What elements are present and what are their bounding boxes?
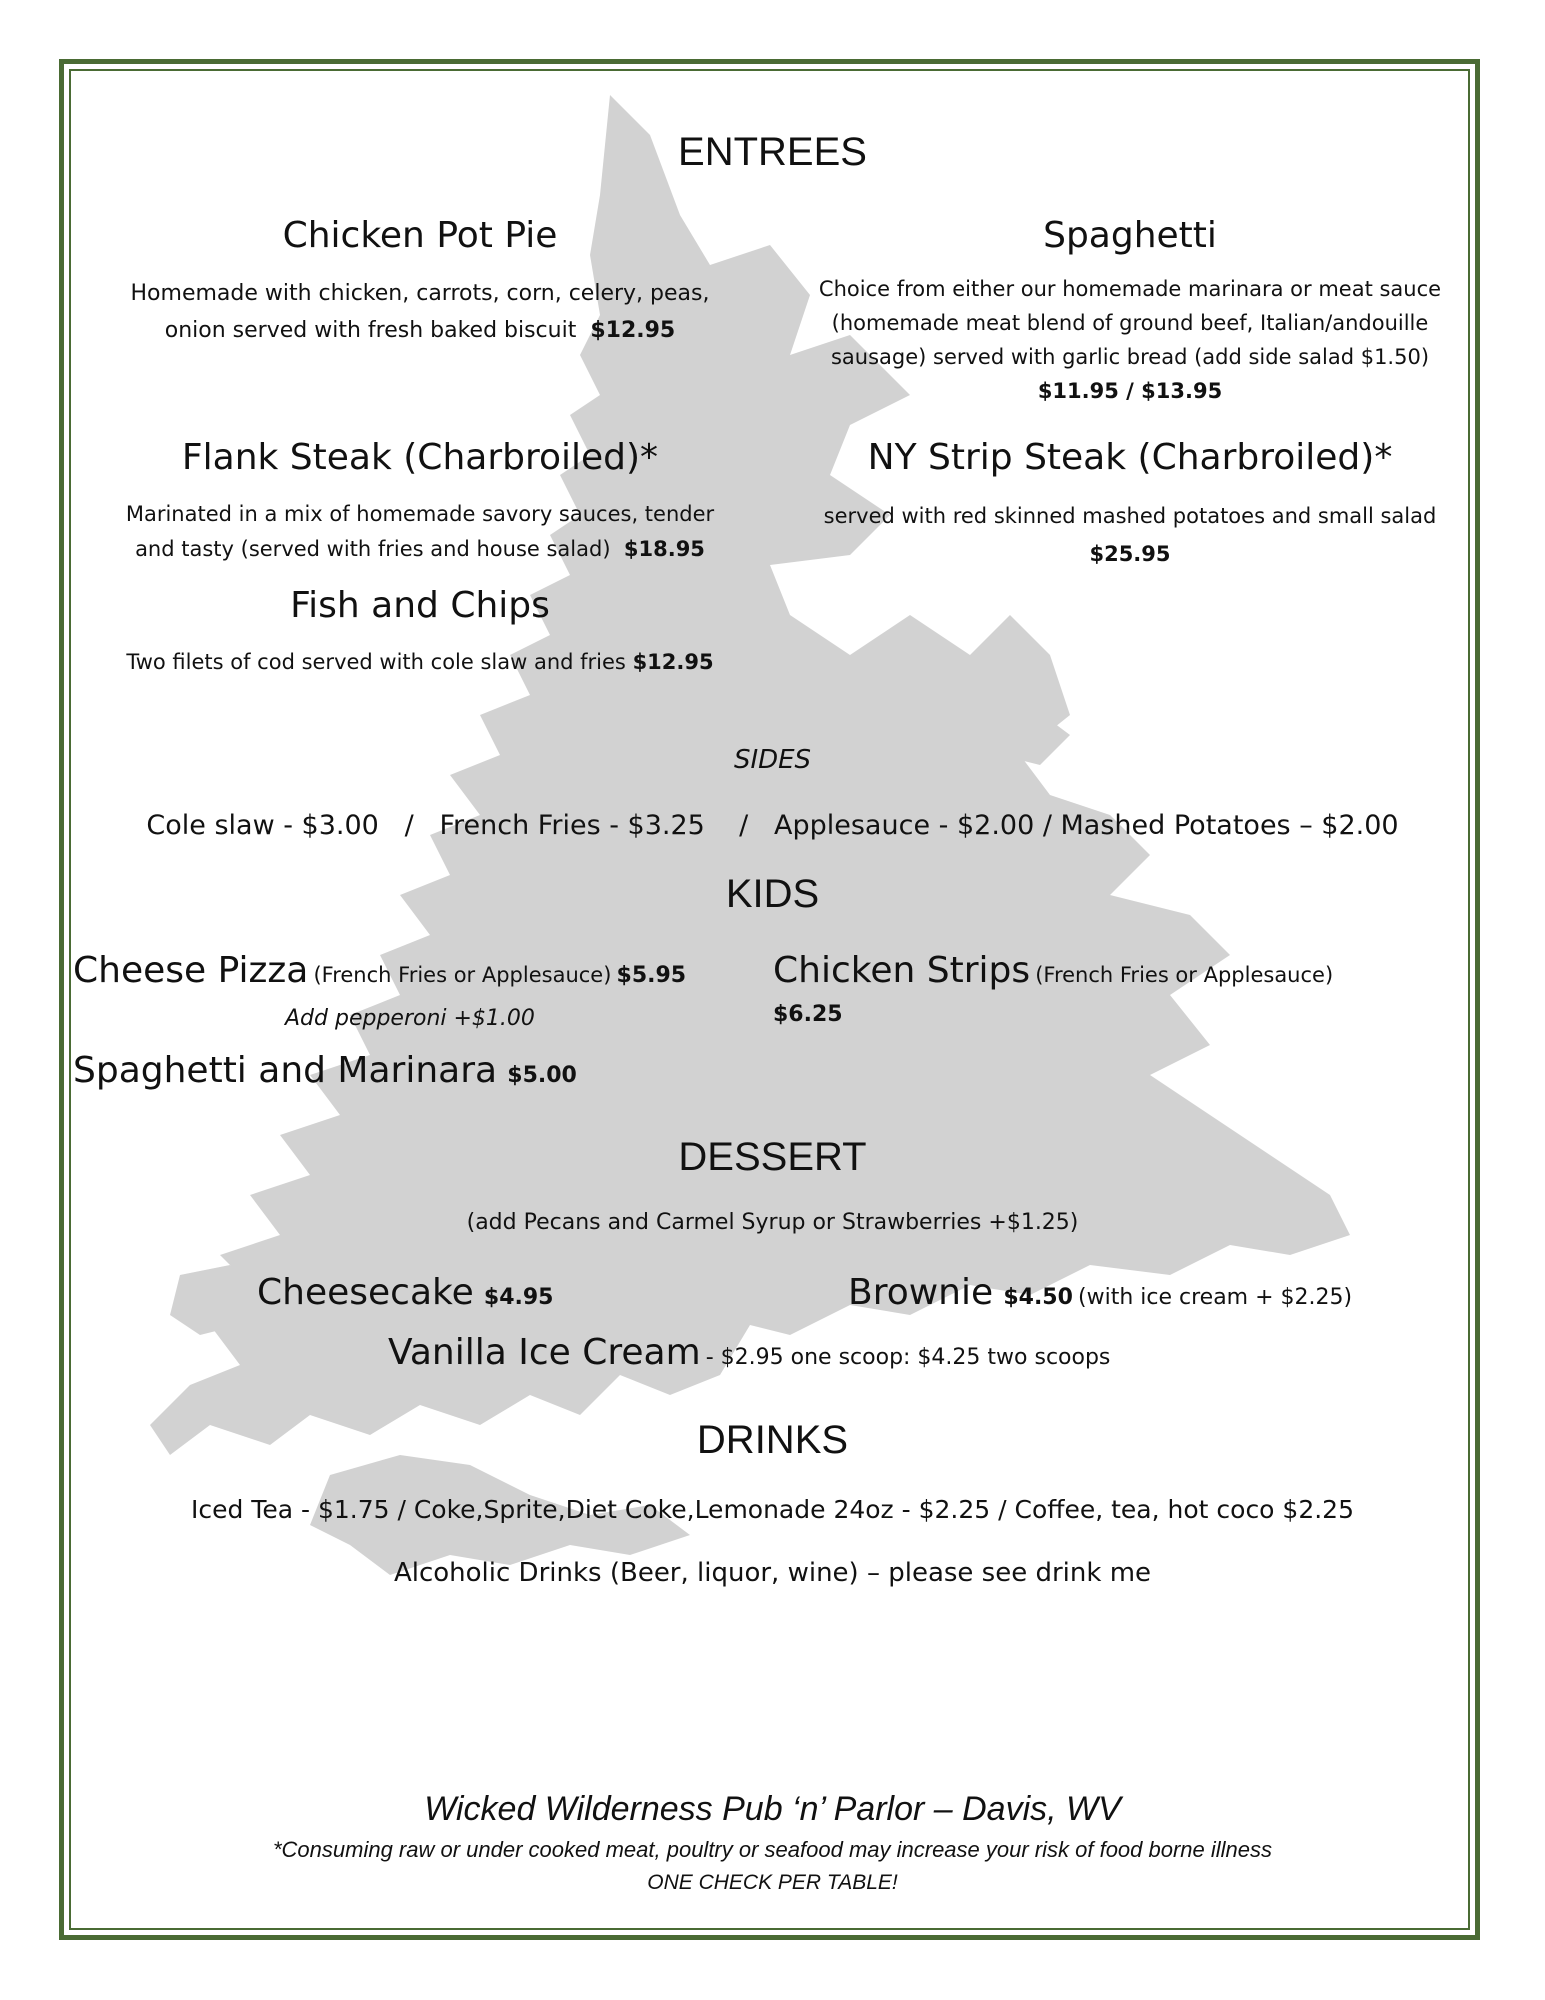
- cheese-pizza-row: [73, 950, 686, 991]
- spaghetti-name: Spaghetti: [1043, 215, 1217, 256]
- flank-steak-desc-line1: Marinated in a mix of homemade savory sauces, tender: [125, 502, 715, 526]
- cheesecake-row: [257, 1272, 554, 1313]
- chicken-strips-note: (French Fries or Applesauce): [1035, 963, 1334, 987]
- ny-strip-price: $25.95: [1089, 542, 1171, 566]
- cheese-pizza-name: Cheese Pizza: [73, 950, 309, 991]
- cheesecake-name: Cheesecake: [257, 1272, 474, 1313]
- ny-strip-desc: [780, 497, 1480, 573]
- chicken-strips-row: [773, 950, 1333, 991]
- ice-cream-name: Vanilla Ice Cream: [388, 1332, 701, 1373]
- entrees-heading: ENTREES: [678, 130, 867, 174]
- fish-chips-name: Fish and Chips: [290, 585, 550, 626]
- alcohol-note: Alcoholic Drinks (Beer, liquor, wine) – please see drink me: [393, 1558, 1152, 1588]
- ice-cream-note: - $2.95 one scoop: $4.25 two scoops: [705, 1345, 1111, 1370]
- chicken-strips-price: $6.25: [773, 1002, 843, 1027]
- ny-strip-desc-line1: served with red skinned mashed potatoes and small salad: [823, 504, 1437, 528]
- dessert-heading: DESSERT: [678, 1135, 867, 1179]
- flank-steak-desc-line2: and tasty (served with fries and house salad): [135, 537, 611, 561]
- kids-heading: KIDS: [725, 872, 820, 916]
- brownie-name: Brownie: [848, 1272, 994, 1313]
- brownie-note: (with ice cream + $2.25): [1078, 1285, 1353, 1310]
- spaghetti-price: $11.95 / $13.95: [1037, 379, 1223, 403]
- chicken-pot-pie-desc-line1: Homemade with chicken, carrots, corn, celery, peas,: [130, 281, 710, 306]
- spaghetti-marinara-row: [73, 1050, 577, 1091]
- sides-heading: SIDES: [733, 745, 812, 775]
- pepperoni-addon: Add pepperoni +$1.00: [285, 1006, 535, 1031]
- spaghetti-marinara-price: $5.00: [507, 1063, 577, 1088]
- fish-chips-desc-line1: Two filets of cod served with cole slaw and fries: [126, 650, 626, 674]
- dessert-note: (add Pecans and Carmel Syrup or Strawberries +$1.25): [466, 1210, 1079, 1235]
- spaghetti-marinara-name: Spaghetti and Marinara: [73, 1050, 498, 1091]
- spaghetti-desc: [780, 272, 1480, 408]
- cheese-pizza-note: (French Fries or Applesauce): [313, 963, 612, 987]
- ice-cream-row: [388, 1332, 1110, 1373]
- chicken-pot-pie-price: $12.95: [590, 318, 676, 343]
- sides-list: Cole slaw - $3.00 / French Fries - $3.25 / Applesauce - $2.00 / Mashed Potatoes – $2.00: [146, 810, 1399, 841]
- ny-strip-name: NY Strip Steak (Charbroiled)*: [867, 437, 1393, 478]
- flank-steak-desc: [70, 497, 770, 567]
- chicken-pot-pie-name: Chicken Pot Pie: [282, 215, 558, 256]
- drinks-list: Iced Tea - $1.75 / Coke,Sprite,Diet Coke,Lemonade 24oz - $2.25 / Coffee, tea, hot coco $2.25: [190, 1495, 1354, 1524]
- flank-steak-name: Flank Steak (Charbroiled)*: [181, 437, 659, 478]
- cheesecake-price: $4.95: [483, 1285, 554, 1310]
- drinks-heading: DRINKS: [696, 1418, 849, 1462]
- chicken-pot-pie-desc-line2-row: [70, 312, 770, 349]
- brownie-row: [848, 1272, 1352, 1313]
- brownie-price: $4.50: [1003, 1285, 1073, 1310]
- spaghetti-desc-line1: Choice from either our homemade marinara or meat sauce: [818, 277, 1442, 301]
- chicken-pot-pie-desc: [70, 275, 770, 349]
- chicken-strips-name: Chicken Strips: [773, 950, 1031, 991]
- fish-chips-desc: [70, 644, 770, 681]
- food-safety-warning: *Consuming raw or under cooked meat, poultry or seafood may increase your risk of food borne illness: [272, 1837, 1273, 1862]
- flank-steak-price: $18.95: [623, 537, 705, 561]
- flank-steak-desc-line2-row: [70, 532, 770, 567]
- cheese-pizza-price: $5.95: [616, 963, 687, 988]
- check-policy: ONE CHECK PER TABLE!: [647, 1871, 898, 1894]
- restaurant-name: Wicked Wilderness Pub ‘n’ Parlor – Davis, WV: [424, 1790, 1121, 1828]
- spaghetti-desc-line2: (homemade meat blend of ground beef, Italian/andouille: [831, 311, 1429, 335]
- chicken-pot-pie-desc-line2: onion served with fresh baked biscuit: [164, 318, 577, 343]
- spaghetti-desc-line3: sausage) served with garlic bread (add side salad $1.50): [830, 345, 1430, 369]
- fish-chips-price: $12.95: [632, 650, 714, 674]
